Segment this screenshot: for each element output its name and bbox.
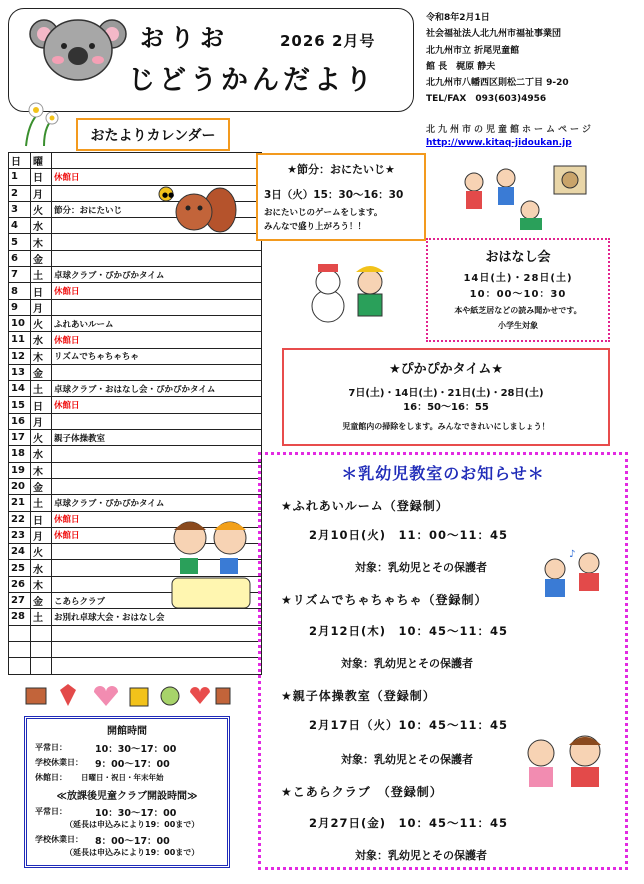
infant-heading: ＊乳幼児教室のお知らせ＊ — [341, 464, 545, 483]
calendar-empty-cell — [31, 625, 52, 641]
calendar-date: 24 — [9, 544, 31, 560]
calendar-header-row — [9, 153, 262, 169]
calendar-date: 2 — [9, 185, 31, 201]
calendar-dow: 木 — [31, 234, 52, 250]
calendar-event: 親子体操教室 — [52, 430, 262, 446]
calendar-dow: 月 — [31, 299, 52, 315]
calendar-dow: 日 — [31, 283, 52, 299]
calendar-dow: 火 — [31, 201, 52, 217]
calendar-empty-cell — [31, 641, 52, 657]
calendar-row — [9, 315, 262, 331]
setsubun-time: 3日（火）15：30～16：30 — [264, 189, 404, 201]
hours-box — [24, 716, 230, 868]
title-line2: じどうかんだより — [128, 65, 376, 96]
hours-label: 休館日： — [35, 773, 67, 782]
calendar-date: 26 — [9, 576, 31, 592]
kids-exercise-icon — [519, 727, 615, 791]
calendar-dow: 木 — [31, 348, 52, 364]
flower-icon — [14, 96, 64, 148]
calendar-empty-cell — [52, 641, 262, 657]
homepage-link[interactable]: http://www.kitaq-jidoukan.jp — [426, 138, 572, 148]
calendar-date: 6 — [9, 250, 31, 266]
calendar-date: 14 — [9, 381, 31, 397]
calendar-dow: 土 — [31, 495, 52, 511]
pikapika-dates: 7日(土)・14日(土)・21日(土)・28日(土) — [348, 388, 544, 399]
svg-text:●●: ●● — [162, 191, 175, 199]
calendar-row — [9, 299, 262, 315]
ohanashi-desc: 本や紙芝居などの読み聞かせです。 — [454, 306, 582, 315]
calendar-event — [52, 413, 262, 429]
ohanashi-target: 小学生対象 — [498, 321, 538, 330]
calendar-dow: 日 — [31, 397, 52, 413]
calendar-empty-cell — [9, 641, 31, 657]
title-line1: おりお — [140, 24, 230, 52]
calendar-row — [9, 267, 262, 283]
calendar-event — [52, 462, 262, 478]
ohanashi-time: 10：00～10：30 — [469, 289, 567, 300]
calendar-dow: 月 — [31, 527, 52, 543]
calendar-row — [9, 250, 262, 266]
calendar-row — [9, 397, 262, 413]
setsubun-desc2: みんなで盛り上がろう！！ — [264, 222, 367, 232]
hours-value: 8：00～17：00 — [95, 835, 170, 847]
calendar-heading: おたよりカレンダー — [76, 118, 230, 151]
calendar-date: 28 — [9, 609, 31, 625]
calendar-dow: 金 — [31, 364, 52, 380]
hours-label: 学校休業日： — [35, 758, 83, 767]
calendar-event: お別れ卓球大会・おはなし会 — [52, 609, 262, 625]
calendar-event: 休館日 — [52, 332, 262, 348]
program-target: 対象：乳幼児とその保護者 — [355, 561, 487, 574]
hours-value: 9：00～17：00 — [95, 758, 170, 770]
org-tel: TEL/FAX 093(603)4956 — [426, 94, 547, 105]
program-time: 2月17日（火）10：45～11：45 — [309, 718, 509, 732]
club-heading: ≪放課後児童クラブ開設時間≫ — [56, 791, 198, 802]
calendar-event: 卓球クラブ・ぴかぴかタイム — [52, 267, 262, 283]
calendar-event: 休館日 — [52, 527, 262, 543]
hours-note: （延長は申込みにより19：00まで） — [65, 848, 200, 857]
col-event — [52, 153, 262, 169]
calendar-empty-cell — [52, 658, 262, 674]
calendar-dow: 金 — [31, 478, 52, 494]
program-time: 2月10日(火) 11：00～11：45 — [309, 528, 509, 542]
program-target: 対象：乳幼児とその保護者 — [341, 753, 473, 766]
calendar-date: 13 — [9, 364, 31, 380]
calendar-row — [9, 364, 262, 380]
calendar-event: ふれあいルーム — [52, 315, 262, 331]
hours-row — [35, 755, 219, 770]
hours-label: 学校休業日： — [35, 835, 83, 844]
pikapika-heading: ★ぴかぴかタイム★ — [388, 362, 504, 377]
calendar-date: 15 — [9, 397, 31, 413]
program-name: ★ふれあいルーム（登録制） — [281, 499, 449, 513]
hours-value: 10：30～17：00 — [95, 807, 177, 819]
calendar-dow: 火 — [31, 430, 52, 446]
calendar-empty-cell — [52, 625, 262, 641]
calendar-event: 卓球クラブ・ぴかぴかタイム — [52, 495, 262, 511]
ohanashi-heading: おはなし会 — [485, 250, 551, 265]
program-target: 対象：乳幼児とその保護者 — [355, 849, 487, 862]
program-target: 対象：乳幼児とその保護者 — [341, 657, 473, 670]
calendar-dow: 水 — [31, 560, 52, 576]
hours-row — [35, 740, 219, 755]
calendar-date: 7 — [9, 267, 31, 283]
col-date: 日 — [9, 153, 31, 169]
calendar-dow: 金 — [31, 593, 52, 609]
calendar-date: 16 — [9, 413, 31, 429]
calendar-dow: 水 — [31, 332, 52, 348]
hours-row — [35, 832, 219, 847]
calendar-event: 卓球クラブ・おはなし会・ぴかぴかタイム — [52, 381, 262, 397]
calendar-row — [9, 462, 262, 478]
calendar-empty-row — [9, 658, 262, 674]
calendar-date: 9 — [9, 299, 31, 315]
calendar-row — [9, 430, 262, 446]
calendar-row — [9, 495, 262, 511]
calendar-dow: 金 — [31, 250, 52, 266]
calendar-row — [9, 381, 262, 397]
calendar-date: 11 — [9, 332, 31, 348]
calendar-event — [52, 478, 262, 494]
kids-drinking-icon — [168, 516, 258, 612]
setsubun-desc1: おにたいじのゲームをします。 — [264, 208, 383, 218]
calendar-dow: 木 — [31, 462, 52, 478]
calendar-dow: 火 — [31, 544, 52, 560]
col-dow: 曜 — [31, 153, 52, 169]
calendar-event: 節分：おにたいじ — [52, 201, 262, 217]
calendar-empty-cell — [9, 625, 31, 641]
calendar-dow: 水 — [31, 218, 52, 234]
calendar-event — [52, 446, 262, 462]
calendar-event: リズムでちゃちゃちゃ — [52, 348, 262, 364]
calendar-date: 23 — [9, 527, 31, 543]
hours-row — [35, 770, 219, 785]
calendar-date: 1 — [9, 169, 31, 185]
org-corp: 社会福祉法人北九州市福祉事業団 — [426, 29, 562, 40]
hours-note: （延長は申込みにより19：00まで） — [65, 820, 200, 829]
calendar-dow: 土 — [31, 381, 52, 397]
calendar-date: 27 — [9, 593, 31, 609]
calendar-empty-row — [9, 625, 262, 641]
program-time: 2月12日(木) 10：45～11：45 — [309, 624, 509, 638]
calendar-date: 20 — [9, 478, 31, 494]
hours-value: 10：30～17：00 — [95, 743, 177, 755]
calendar-event — [52, 364, 262, 380]
koala-icon — [30, 12, 126, 84]
calendar-dow: 日 — [31, 169, 52, 185]
hours-label: 平常日： — [35, 807, 67, 816]
calendar-dow: 日 — [31, 511, 52, 527]
calendar-date: 12 — [9, 348, 31, 364]
calendar-event: 休館日 — [52, 397, 262, 413]
program-name: ★リズムでちゃちゃちゃ（登録制） — [281, 593, 488, 607]
calendar-dow: 土 — [31, 267, 52, 283]
hours-row — [35, 804, 219, 819]
calendar-date: 17 — [9, 430, 31, 446]
issue-label: 2026 2月号 — [280, 32, 376, 50]
ohanashi-dates: 14日(土)・28日(土) — [463, 273, 573, 284]
calendar-date: 25 — [9, 560, 31, 576]
kids-playing-icon — [460, 158, 594, 234]
calendar-empty-row — [9, 641, 262, 657]
calendar-date: 3 — [9, 201, 31, 217]
calendar-row — [9, 413, 262, 429]
calendar-event: 休館日 — [52, 511, 262, 527]
calendar-event — [52, 299, 262, 315]
calendar-event: 休館日 — [52, 169, 262, 185]
calendar-dow: 水 — [31, 446, 52, 462]
calendar-date: 5 — [9, 234, 31, 250]
infant-class-box — [258, 452, 628, 870]
calendar-row — [9, 348, 262, 364]
calendar-row — [9, 283, 262, 299]
pikapika-time: 16：50～16：55 — [403, 402, 489, 413]
calendar-row — [9, 478, 262, 494]
calendar-row — [9, 332, 262, 348]
calendar-event: 休館日 — [52, 283, 262, 299]
calendar-event: こあらクラブ — [52, 593, 262, 609]
setsubun-heading: ★節分：おにたいじ★ — [287, 163, 395, 176]
hours-heading: 開館時間 — [107, 726, 147, 737]
org-info — [426, 10, 569, 108]
hours-label: 平常日： — [35, 743, 67, 752]
calendar-date: 10 — [9, 315, 31, 331]
calendar-date: 18 — [9, 446, 31, 462]
calendar-empty-cell — [9, 658, 31, 674]
program-name: ★親子体操教室（登録制） — [281, 689, 436, 703]
homepage-label: 北九州市の児童館ホームページ — [426, 125, 594, 135]
program-time: 2月27日(金) 10：45～11：45 — [309, 816, 509, 830]
squirrel-oni-icon — [158, 180, 240, 240]
calendar-date: 21 — [9, 495, 31, 511]
snowman-icon — [308, 262, 390, 326]
org-director: 館 長 梶原 静夫 — [426, 61, 496, 72]
calendar-row — [9, 446, 262, 462]
calendar-dow: 土 — [31, 609, 52, 625]
calendar-empty-cell — [31, 658, 52, 674]
calendar-date: 4 — [9, 218, 31, 234]
pikapika-desc: 児童館内の掃除をします。みんなできれいにしましょう！ — [342, 422, 550, 431]
kids-music-icon — [539, 547, 609, 603]
hours-value: 日曜日・祝日・年末年始 — [81, 773, 164, 782]
svg-text:♪: ♪ — [569, 549, 576, 560]
calendar-dow: 月 — [31, 413, 52, 429]
program-name: ★こあらクラブ （登録制） — [281, 785, 443, 799]
pikapika-box — [282, 348, 610, 446]
org-address: 北九州市八幡西区則松二丁目 9-20 — [426, 78, 569, 89]
ohanashi-box — [426, 238, 610, 342]
issue-date: 令和8年2月1日 — [426, 13, 490, 23]
calendar-date: 8 — [9, 283, 31, 299]
calendar-dow: 木 — [31, 576, 52, 592]
calendar-dow: 火 — [31, 315, 52, 331]
org-facility: 北九州市立 折尾児童館 — [426, 45, 520, 56]
calendar-date: 22 — [9, 511, 31, 527]
setsubun-box — [256, 153, 426, 241]
sweets-icon — [20, 680, 230, 712]
calendar-event — [52, 250, 262, 266]
calendar-dow: 月 — [31, 185, 52, 201]
calendar-date: 19 — [9, 462, 31, 478]
